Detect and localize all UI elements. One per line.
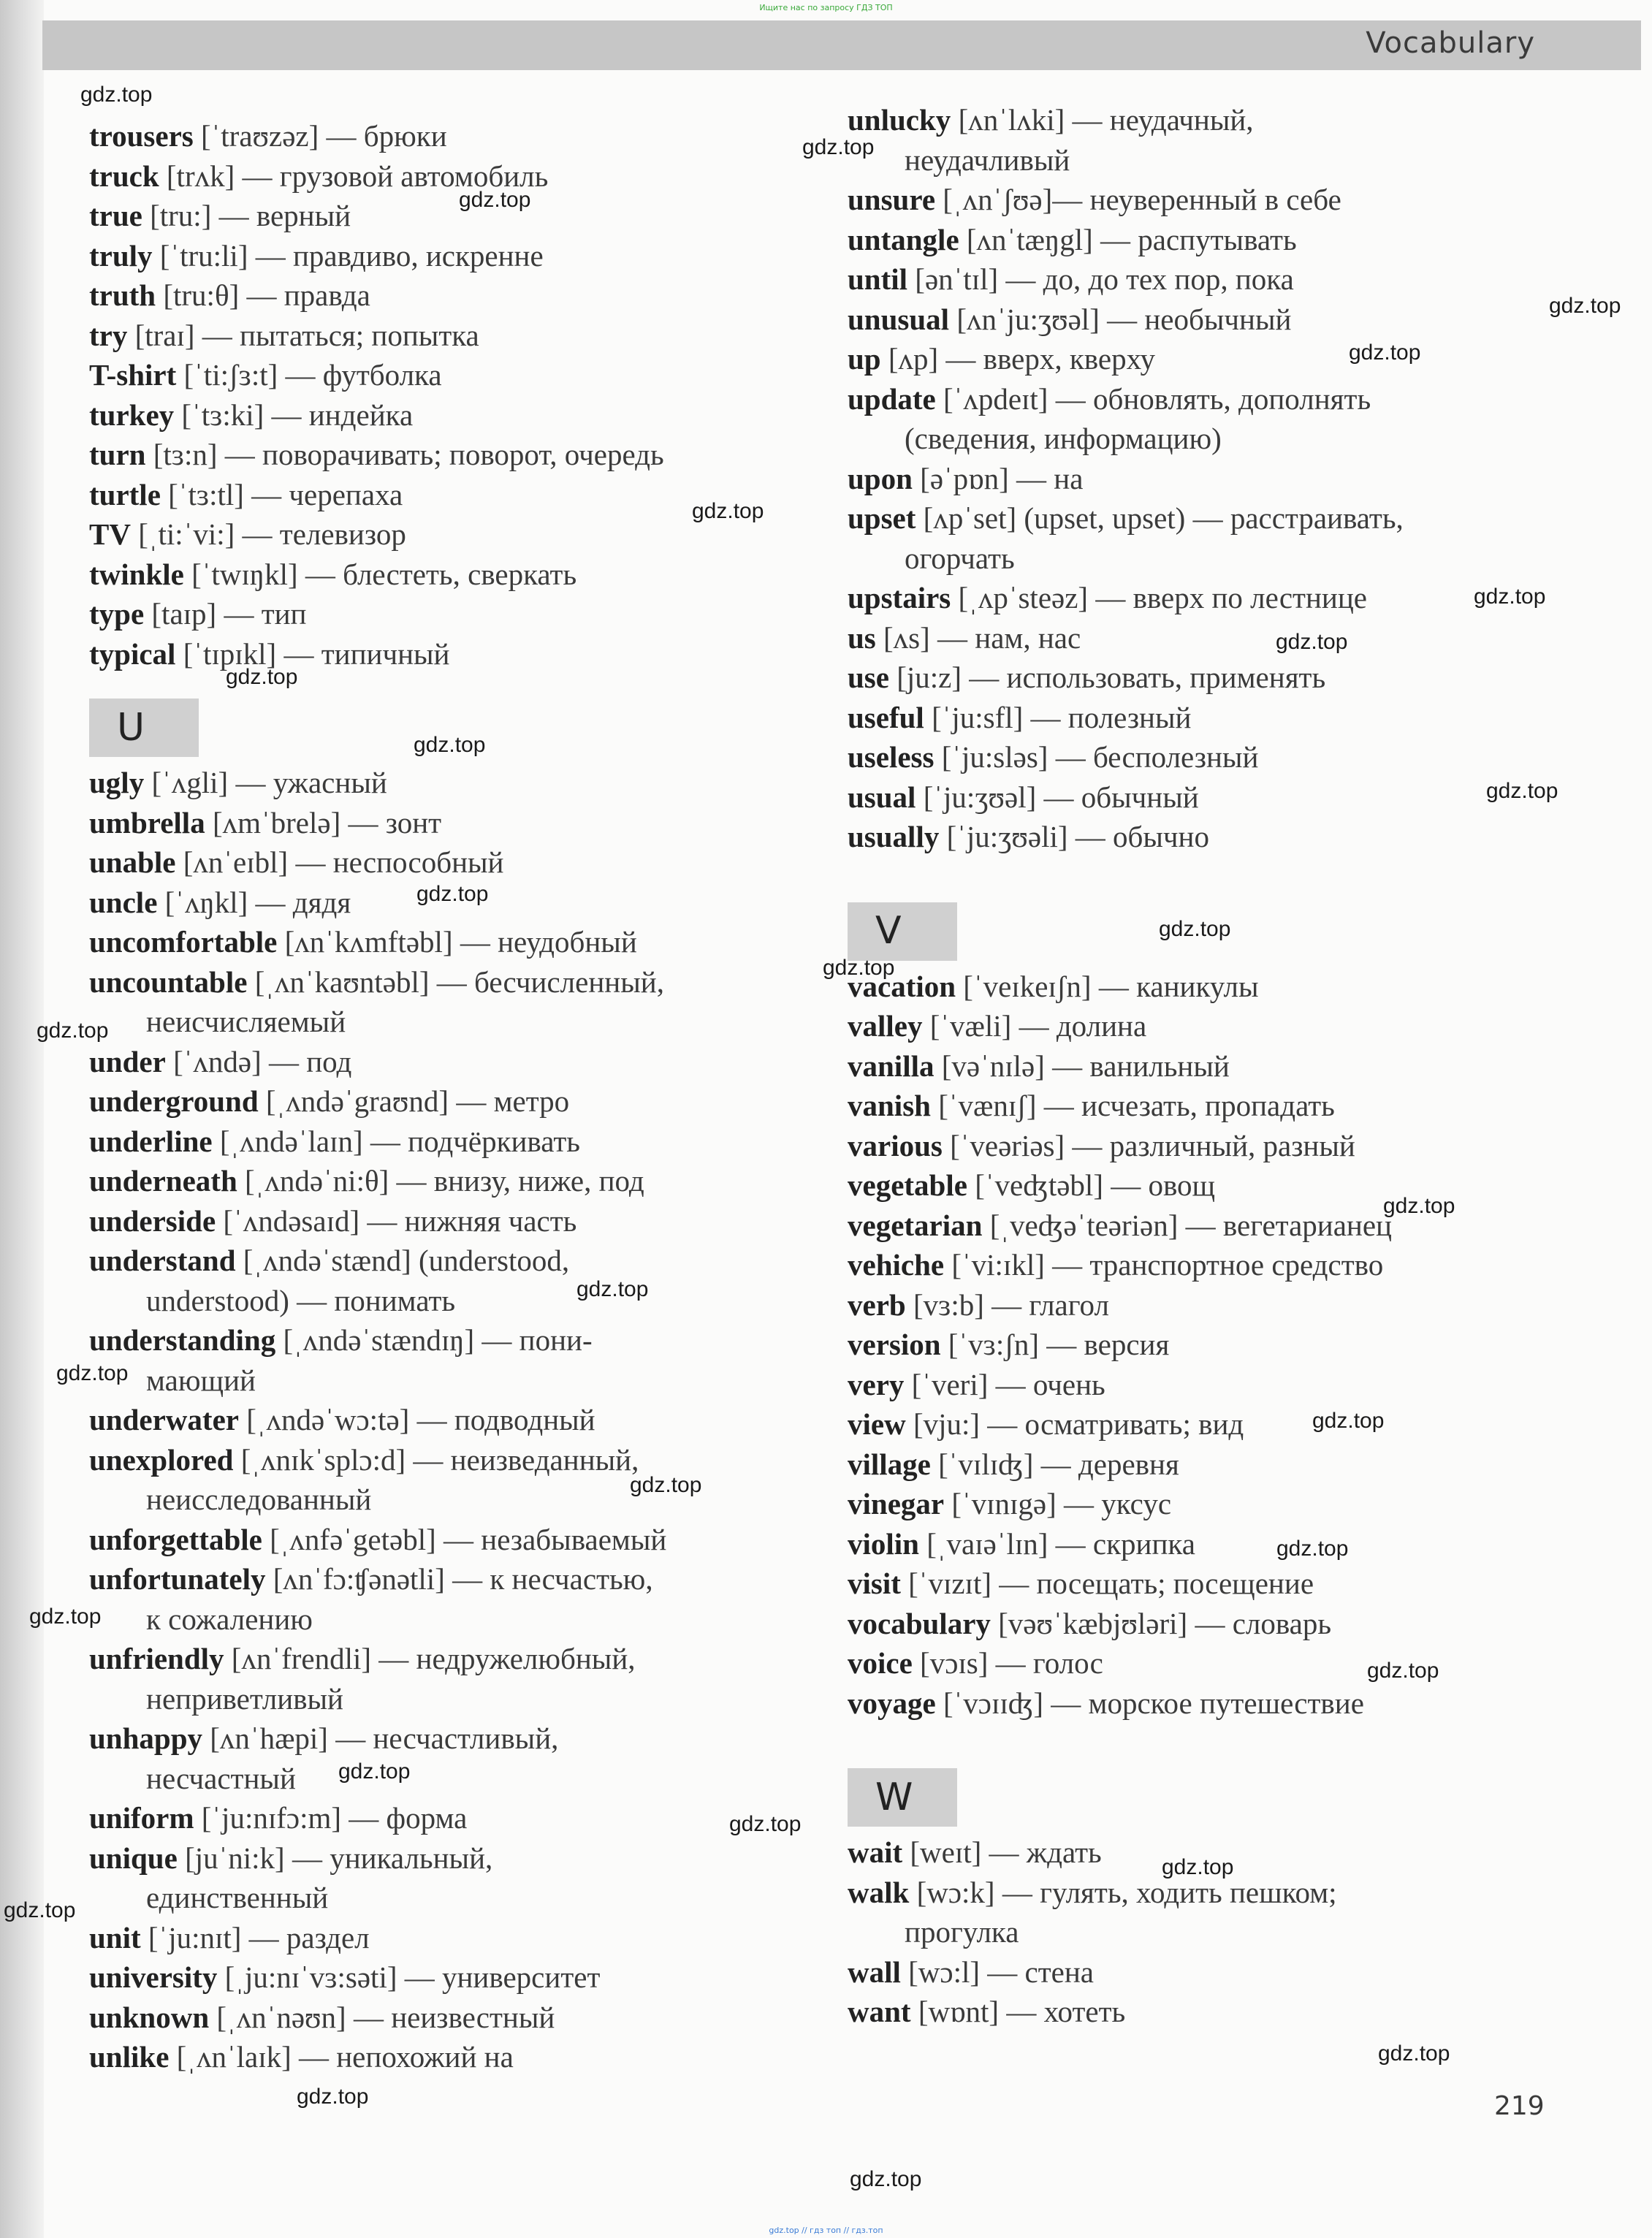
headword: underwater xyxy=(89,1403,239,1436)
dictionary-entry xyxy=(848,300,1578,340)
dictionary-entry xyxy=(89,236,820,276)
definition: [ˈʌgli] — ужасный xyxy=(144,766,387,799)
watermark: gdz.top xyxy=(459,188,531,212)
watermark: gdz.top xyxy=(1486,779,1558,803)
dictionary-entry xyxy=(848,1484,1578,1524)
dictionary-entry xyxy=(89,116,820,156)
dictionary-entry xyxy=(848,459,1578,499)
headword: university xyxy=(89,1960,218,1994)
definition: [ˈveəriəs] — различный, разный xyxy=(942,1128,1355,1162)
entry-continuation xyxy=(848,538,1578,579)
definition: [ʌnˈlʌki] — неудачный, xyxy=(951,103,1254,137)
definition: [ˈju:sfl] — полезный xyxy=(924,700,1192,734)
entry-continuation xyxy=(89,1759,820,1799)
definition: [ˈvi:ɪkl] — транспортное средство xyxy=(944,1248,1384,1282)
definition: [ˈju:sləs] — бесполезный xyxy=(934,740,1259,774)
dictionary-entry xyxy=(848,180,1578,220)
dictionary-entry xyxy=(848,1086,1578,1126)
headword: unexplored xyxy=(89,1442,234,1477)
headword: visit xyxy=(848,1567,901,1600)
headword: unfortunately xyxy=(89,1562,266,1596)
definition: [ˈju:ʒʊəli] — обычно xyxy=(939,820,1209,853)
headword: wait xyxy=(848,1835,903,1869)
dictionary-entry xyxy=(89,842,820,883)
dictionary-entry xyxy=(848,339,1578,379)
dictionary-entry xyxy=(848,1992,1578,2032)
dictionary-entry xyxy=(848,220,1578,260)
entry-continuation xyxy=(89,1002,820,1042)
definition: [ˌʌndəˈstændɪŋ] — пони- xyxy=(275,1323,593,1357)
definition: [ˈtɪpɪkl] — типичный xyxy=(175,636,450,671)
headword: unhappy xyxy=(89,1721,203,1755)
definition: [ˈvɪlɪʤ] — деревня xyxy=(930,1447,1179,1481)
dictionary-entry xyxy=(848,1165,1578,1206)
headword: upon xyxy=(848,461,913,495)
headword: unusual xyxy=(848,302,950,336)
entry-continuation xyxy=(848,1912,1578,1952)
definition: [ˈju:nɪt] — раздел xyxy=(140,1920,370,1955)
dictionary-entry xyxy=(848,259,1578,300)
entry-continuation xyxy=(89,1480,820,1520)
dictionary-entry xyxy=(89,1798,820,1838)
definition: [ˈtru:li] — правдиво, искренне xyxy=(152,238,544,273)
dictionary-entry xyxy=(848,1524,1578,1564)
headword: us xyxy=(848,620,876,655)
definition: [ʌs] — нам, нас xyxy=(875,620,1081,655)
dictionary-entry xyxy=(89,435,820,475)
headword: truth xyxy=(89,278,156,312)
watermark: gdz.top xyxy=(1276,630,1348,654)
entry-continuation xyxy=(848,140,1578,180)
headword: ugly xyxy=(89,766,145,799)
dictionary-entry xyxy=(848,1325,1578,1365)
headword: until xyxy=(848,262,908,296)
top-notice: Ищите нас по запросу ГДЗ ТОП xyxy=(759,3,893,12)
headword: useful xyxy=(848,700,924,734)
dictionary-entry xyxy=(89,1161,820,1201)
definition: [ˈʌpdeɪt] — обновлять, дополнять xyxy=(935,381,1371,416)
definition: [ˌʌnˈlaɪk] — непохожий на xyxy=(169,2040,514,2074)
dictionary-entry xyxy=(89,1520,820,1560)
headword: view xyxy=(848,1407,906,1441)
definition: [ˈʌndəsaɪd] — нижняя часть xyxy=(216,1203,577,1238)
dictionary-entry xyxy=(89,1042,820,1082)
dictionary-entry xyxy=(848,1285,1578,1325)
headword: underneath xyxy=(89,1164,237,1198)
watermark: gdz.top xyxy=(226,665,298,689)
headword: village xyxy=(848,1447,931,1481)
section-letter-u: U xyxy=(89,699,199,757)
dictionary-entry xyxy=(89,1838,820,1879)
dictionary-entry xyxy=(89,1998,820,2038)
headword: wall xyxy=(848,1955,901,1989)
definition: [ˈvɪzɪt] — посещать; посещение xyxy=(900,1567,1314,1600)
headword: trousers xyxy=(89,119,194,153)
u-entries-right xyxy=(848,100,1578,857)
definition: [ˌʌpˈsteəz] — вверх по лестнице xyxy=(951,581,1368,614)
headword: uncle xyxy=(89,885,158,919)
dictionary-entry xyxy=(848,1046,1578,1086)
definition: [vəʊˈkæbjʊləri] — словарь xyxy=(990,1606,1332,1640)
headword: vacation xyxy=(848,969,956,1003)
watermark: gdz.top xyxy=(823,956,895,980)
headword: truck xyxy=(89,159,159,193)
entry-continuation xyxy=(89,1878,820,1918)
headword: turn xyxy=(89,438,146,471)
page-title: Vocabulary xyxy=(1366,26,1535,60)
definition: [ʌnˈfɔ:ʧənətli] — к несчастью, xyxy=(265,1562,653,1596)
headword: vanilla xyxy=(848,1048,935,1083)
dictionary-entry xyxy=(89,763,820,803)
dictionary-entry xyxy=(848,967,1578,1007)
dictionary-entry xyxy=(848,1404,1578,1445)
watermark: gdz.top xyxy=(692,499,764,523)
definition: [taɪp] — тип xyxy=(144,597,307,631)
dictionary-entry xyxy=(848,1006,1578,1046)
dictionary-entry xyxy=(848,1952,1578,1992)
headword: vanish xyxy=(848,1089,931,1122)
headword: unit xyxy=(89,1920,141,1955)
headword: unlike xyxy=(89,2040,170,2074)
headword: unique xyxy=(89,1841,178,1875)
headword: up xyxy=(848,342,881,376)
definition: [tɜ:n] — поворачивать; поворот, очередь xyxy=(145,438,664,471)
definition: [traɪ] — пытаться; попытка xyxy=(127,318,479,352)
dictionary-entry xyxy=(89,1241,820,1281)
dictionary-entry xyxy=(89,1559,820,1599)
definition: неисчисляемый xyxy=(146,1005,346,1038)
headword: unable xyxy=(89,845,176,879)
definition: мающий xyxy=(146,1363,256,1397)
watermark: gdz.top xyxy=(4,1898,76,1922)
watermark: gdz.top xyxy=(1159,917,1231,941)
headword: under xyxy=(89,1044,166,1078)
definition: [vɜ:b] — глагол xyxy=(905,1287,1109,1322)
definition: [ˈʌndə] — под xyxy=(165,1044,352,1078)
definition: [ˌveʤəˈteəriən] — вегетарианец xyxy=(982,1208,1392,1242)
headword: want xyxy=(848,1995,911,2028)
dictionary-entry xyxy=(89,1400,820,1440)
dictionary-entry xyxy=(89,1122,820,1162)
dictionary-entry xyxy=(848,1126,1578,1166)
headword: unfriendly xyxy=(89,1642,224,1675)
definition: [ʌnˈkʌmftəbl] — неудобный xyxy=(277,925,637,959)
watermark: gdz.top xyxy=(850,2167,922,2191)
dictionary-entry xyxy=(848,1245,1578,1285)
dictionary-entry xyxy=(89,1081,820,1122)
headword: usually xyxy=(848,820,940,853)
headword: uncomfortable xyxy=(89,925,278,959)
dictionary-entry xyxy=(89,1719,820,1759)
page-number: 219 xyxy=(1494,2091,1545,2121)
watermark: gdz.top xyxy=(1162,1855,1234,1879)
dictionary-entry xyxy=(848,817,1578,857)
definition: [ˌju:nɪˈvɜ:səti] — университет xyxy=(217,1960,601,1994)
dictionary-entry xyxy=(89,962,820,1002)
watermark: gdz.top xyxy=(56,1361,129,1385)
definition: [ˈveri] — очень xyxy=(904,1367,1105,1401)
definition: [weɪt] — ждать xyxy=(902,1835,1102,1869)
watermark: gdz.top xyxy=(1549,294,1621,318)
dictionary-entry xyxy=(848,100,1578,140)
definition: [ˈvɪnɪgə] — уксус xyxy=(944,1487,1172,1520)
dictionary-entry xyxy=(89,634,820,674)
dictionary-entry xyxy=(848,1683,1578,1724)
dictionary-entry xyxy=(848,1445,1578,1485)
dictionary-entry xyxy=(89,156,820,197)
headword: various xyxy=(848,1128,943,1162)
definition: [ˌʌnˈnəʊn] — неизвестный xyxy=(209,2000,555,2034)
headword: unknown xyxy=(89,2000,210,2034)
headword: TV xyxy=(89,517,131,551)
definition: к сожалению xyxy=(146,1602,313,1636)
headword: upset xyxy=(848,501,916,535)
section-letter-v: V xyxy=(848,902,957,961)
headword: usual xyxy=(848,780,916,814)
definition: [ʌp] — вверх, кверху xyxy=(880,342,1156,376)
dictionary-entry xyxy=(848,379,1578,419)
dictionary-entry xyxy=(89,316,820,356)
definition: [wɔ:k] — гулять, ходить пешком; xyxy=(909,1875,1337,1909)
entry-continuation xyxy=(848,419,1578,459)
headword: unlucky xyxy=(848,103,951,137)
section-letter-w: W xyxy=(848,1768,957,1827)
definition: [ˈvɔɪɪʤ] — морское путешествие xyxy=(935,1686,1364,1720)
headword: useless xyxy=(848,740,935,774)
definition: [ˈju:nɪfɔ:m] — форма xyxy=(194,1801,468,1835)
v-entries xyxy=(848,967,1578,1724)
definition: [vəˈnɪlə] — ванильный xyxy=(934,1048,1230,1083)
headword: walk xyxy=(848,1875,910,1909)
entry-continuation xyxy=(89,1281,820,1321)
dictionary-entry xyxy=(848,1206,1578,1246)
definition: [ˈvænɪʃ] — исчезать, пропадать xyxy=(930,1089,1335,1122)
headword: voice xyxy=(848,1646,913,1680)
definition: [vju:] — осматривать; вид xyxy=(905,1407,1244,1441)
dictionary-entry xyxy=(89,2037,820,2077)
definition: [əˈpɒn] — на xyxy=(912,461,1084,495)
headword: vehiche xyxy=(848,1248,945,1282)
right-column xyxy=(848,100,1578,2032)
definition: [ˈtɜ:ki] — индейка xyxy=(174,397,414,432)
dictionary-entry xyxy=(89,275,820,316)
headword: update xyxy=(848,381,936,416)
definition: [ˈtwɪŋkl] — блестеть, сверкать xyxy=(183,557,577,591)
dictionary-entry xyxy=(848,698,1578,738)
watermark: gdz.top xyxy=(630,1473,702,1497)
definition: [ˌʌnˈʃʊə]— неуверенный в себе xyxy=(935,183,1341,216)
dictionary-entry xyxy=(848,1604,1578,1644)
dictionary-entry xyxy=(89,803,820,843)
headword: turkey xyxy=(89,397,175,432)
dictionary-entry xyxy=(89,1201,820,1241)
definition: [ˈtraʊzəz] — брюки xyxy=(193,119,447,153)
u-entries-left xyxy=(89,763,820,2077)
dictionary-entry xyxy=(848,618,1578,658)
headword: use xyxy=(848,661,889,694)
definition: прогулка xyxy=(905,1915,1019,1949)
watermark: gdz.top xyxy=(1378,2041,1450,2066)
dictionary-entry xyxy=(89,1918,820,1958)
entry-continuation xyxy=(89,1679,820,1719)
definition: [ˌti:ˈvi:] — телевизор xyxy=(130,517,406,551)
definition: [ʌnˈju:ʒʊəl] — необычный xyxy=(949,302,1292,336)
t-entries xyxy=(89,116,820,674)
definition: (сведения, информацию) xyxy=(905,422,1222,455)
definition: неприветливый xyxy=(146,1681,343,1716)
watermark: gdz.top xyxy=(414,733,486,757)
watermark: gdz.top xyxy=(1474,585,1546,609)
watermark: gdz.top xyxy=(729,1812,802,1836)
definition: [ˈvæli] — долина xyxy=(922,1009,1147,1043)
definition: [ʌnˈtæŋgl] — распутывать xyxy=(959,222,1297,256)
definition: [ˌʌnˈkaʊntəbl] — бесчисленный, xyxy=(247,964,664,999)
definition: [ˌʌnfəˈgetəbl] — незабываемый xyxy=(262,1522,667,1556)
definition: [vɔɪs] — голос xyxy=(912,1646,1103,1680)
headword: very xyxy=(848,1367,905,1401)
headword: upstairs xyxy=(848,581,951,614)
headword: uncountable xyxy=(89,964,248,999)
headword: vinegar xyxy=(848,1487,945,1520)
watermark: gdz.top xyxy=(338,1759,411,1784)
dictionary-entry xyxy=(89,594,820,634)
headword: vocabulary xyxy=(848,1606,991,1640)
headword: underline xyxy=(89,1124,213,1158)
watermark: gdz.top xyxy=(29,1605,102,1629)
headword: underside xyxy=(89,1203,216,1238)
definition: [ʌnˈhæpi] — несчастливый, xyxy=(202,1721,559,1755)
watermark: gdz.top xyxy=(37,1019,109,1043)
definition: [ˈvɜ:ʃn] — версия xyxy=(940,1328,1170,1361)
watermark: gdz.top xyxy=(1349,340,1421,365)
headword: untangle xyxy=(848,222,959,256)
dictionary-entry xyxy=(89,395,820,435)
dictionary-entry xyxy=(848,1365,1578,1405)
headword: T-shirt xyxy=(89,358,177,392)
definition: [ju:z] — использовать, применять xyxy=(888,661,1326,694)
definition: [juˈni:k] — уникальный, xyxy=(177,1841,493,1875)
dictionary-entry xyxy=(848,658,1578,698)
definition: огорчать xyxy=(905,541,1015,575)
left-column xyxy=(89,116,820,2077)
definition: [ʌmˈbrelə] — зонт xyxy=(205,805,442,840)
definition: [wɒnt] — хотеть xyxy=(910,1995,1126,2028)
watermark: gdz.top xyxy=(576,1277,649,1301)
dictionary-entry xyxy=(89,355,820,395)
definition: [tru:] — верный xyxy=(142,199,351,232)
definition: [ˌvaɪəˈlɪn] — скрипка xyxy=(918,1526,1195,1561)
definition: [wɔ:l] — стена xyxy=(900,1955,1095,1989)
headword: typical xyxy=(89,636,176,671)
watermark: gdz.top xyxy=(297,2085,369,2109)
dictionary-entry xyxy=(89,1320,820,1360)
watermark: gdz.top xyxy=(1367,1659,1439,1683)
headword: understanding xyxy=(89,1323,276,1357)
dictionary-entry xyxy=(89,1639,820,1679)
dictionary-entry xyxy=(848,1643,1578,1683)
definition: [ˌʌndəˈni:θ] — внизу, ниже, под xyxy=(237,1164,644,1198)
headword: underground xyxy=(89,1084,259,1118)
definition: [ˈveɪkeɪʃn] — каникулы xyxy=(956,969,1259,1003)
dictionary-entry xyxy=(89,1440,820,1480)
definition: несчастный xyxy=(146,1761,296,1795)
definition: [ˌʌndəˈgraʊnd] — метро xyxy=(258,1084,570,1118)
headword: uniform xyxy=(89,1801,194,1835)
headword: voyage xyxy=(848,1686,936,1720)
headword: version xyxy=(848,1328,941,1361)
definition: [ˈtɜ:tl] — черепаха xyxy=(160,477,403,511)
headword: try xyxy=(89,318,128,352)
headword: vegetarian xyxy=(848,1208,983,1242)
headword: unforgettable xyxy=(89,1522,262,1556)
definition: understood) — понимать xyxy=(146,1283,456,1317)
dictionary-entry xyxy=(848,1564,1578,1604)
definition: [tru:θ] — правда xyxy=(156,278,370,312)
headword: violin xyxy=(848,1526,919,1561)
dictionary-entry xyxy=(89,1957,820,1998)
headword: twinkle xyxy=(89,557,184,591)
dictionary-entry xyxy=(848,498,1578,538)
dictionary-entry xyxy=(89,922,820,962)
headword: umbrella xyxy=(89,805,205,840)
headword: true xyxy=(89,199,142,232)
definition: [ˈʌŋkl] — дядя xyxy=(157,885,351,919)
watermark: gdz.top xyxy=(1312,1409,1385,1433)
dictionary-entry xyxy=(848,777,1578,818)
definition: [ˈti:ʃɜ:t] — футболка xyxy=(176,358,442,392)
watermark: gdz.top xyxy=(1383,1194,1455,1218)
definition: единственный xyxy=(146,1881,329,1914)
dictionary-entry xyxy=(848,578,1578,618)
headword: type xyxy=(89,597,145,631)
definition: [ˌʌnɪkˈsplɔ:d] — неизведанный, xyxy=(233,1442,639,1477)
watermark: gdz.top xyxy=(416,882,489,906)
headword: understand xyxy=(89,1244,236,1277)
definition: [ˈveʤtəbl] — овощ xyxy=(967,1168,1216,1202)
definition: [ˈju:ʒʊəl] — обычный xyxy=(916,780,1199,814)
definition: [trʌk] — грузовой автомобиль xyxy=(159,159,549,193)
bottom-notice: gdz.top // гдз топ // гдз.топ xyxy=(769,2226,883,2235)
dictionary-entry xyxy=(89,555,820,595)
dictionary-entry xyxy=(89,196,820,236)
watermark: gdz.top xyxy=(802,135,875,159)
definition: [ˌʌndəˈstænd] (understood, xyxy=(235,1244,570,1277)
entry-continuation xyxy=(89,1599,820,1640)
watermark: gdz.top xyxy=(1276,1537,1349,1561)
headword: unsure xyxy=(848,183,936,216)
headword: verb xyxy=(848,1287,906,1322)
definition: неудачливый xyxy=(905,142,1070,177)
definition: [ʌpˈset] (upset, upset) — расстраивать, xyxy=(916,501,1404,535)
headword: valley xyxy=(848,1009,923,1043)
definition: неисследованный xyxy=(146,1483,372,1516)
headword: turtle xyxy=(89,477,161,511)
definition: [ˌʌndəˈwɔ:tə] — подводный xyxy=(238,1403,595,1436)
definition: [ənˈtɪl] — до, до тех пор, пока xyxy=(907,262,1294,296)
definition: [ʌnˈfrendli] — недружелюбный, xyxy=(224,1642,636,1675)
definition: [ˌʌndəˈlaɪn] — подчёркивать xyxy=(212,1124,581,1158)
headword: vegetable xyxy=(848,1168,967,1202)
definition: [ʌnˈeɪbl] — неспособный xyxy=(175,845,504,879)
headword: truly xyxy=(89,238,153,273)
dictionary-entry xyxy=(848,737,1578,777)
watermark: gdz.top xyxy=(80,83,153,107)
entry-continuation xyxy=(89,1360,820,1401)
